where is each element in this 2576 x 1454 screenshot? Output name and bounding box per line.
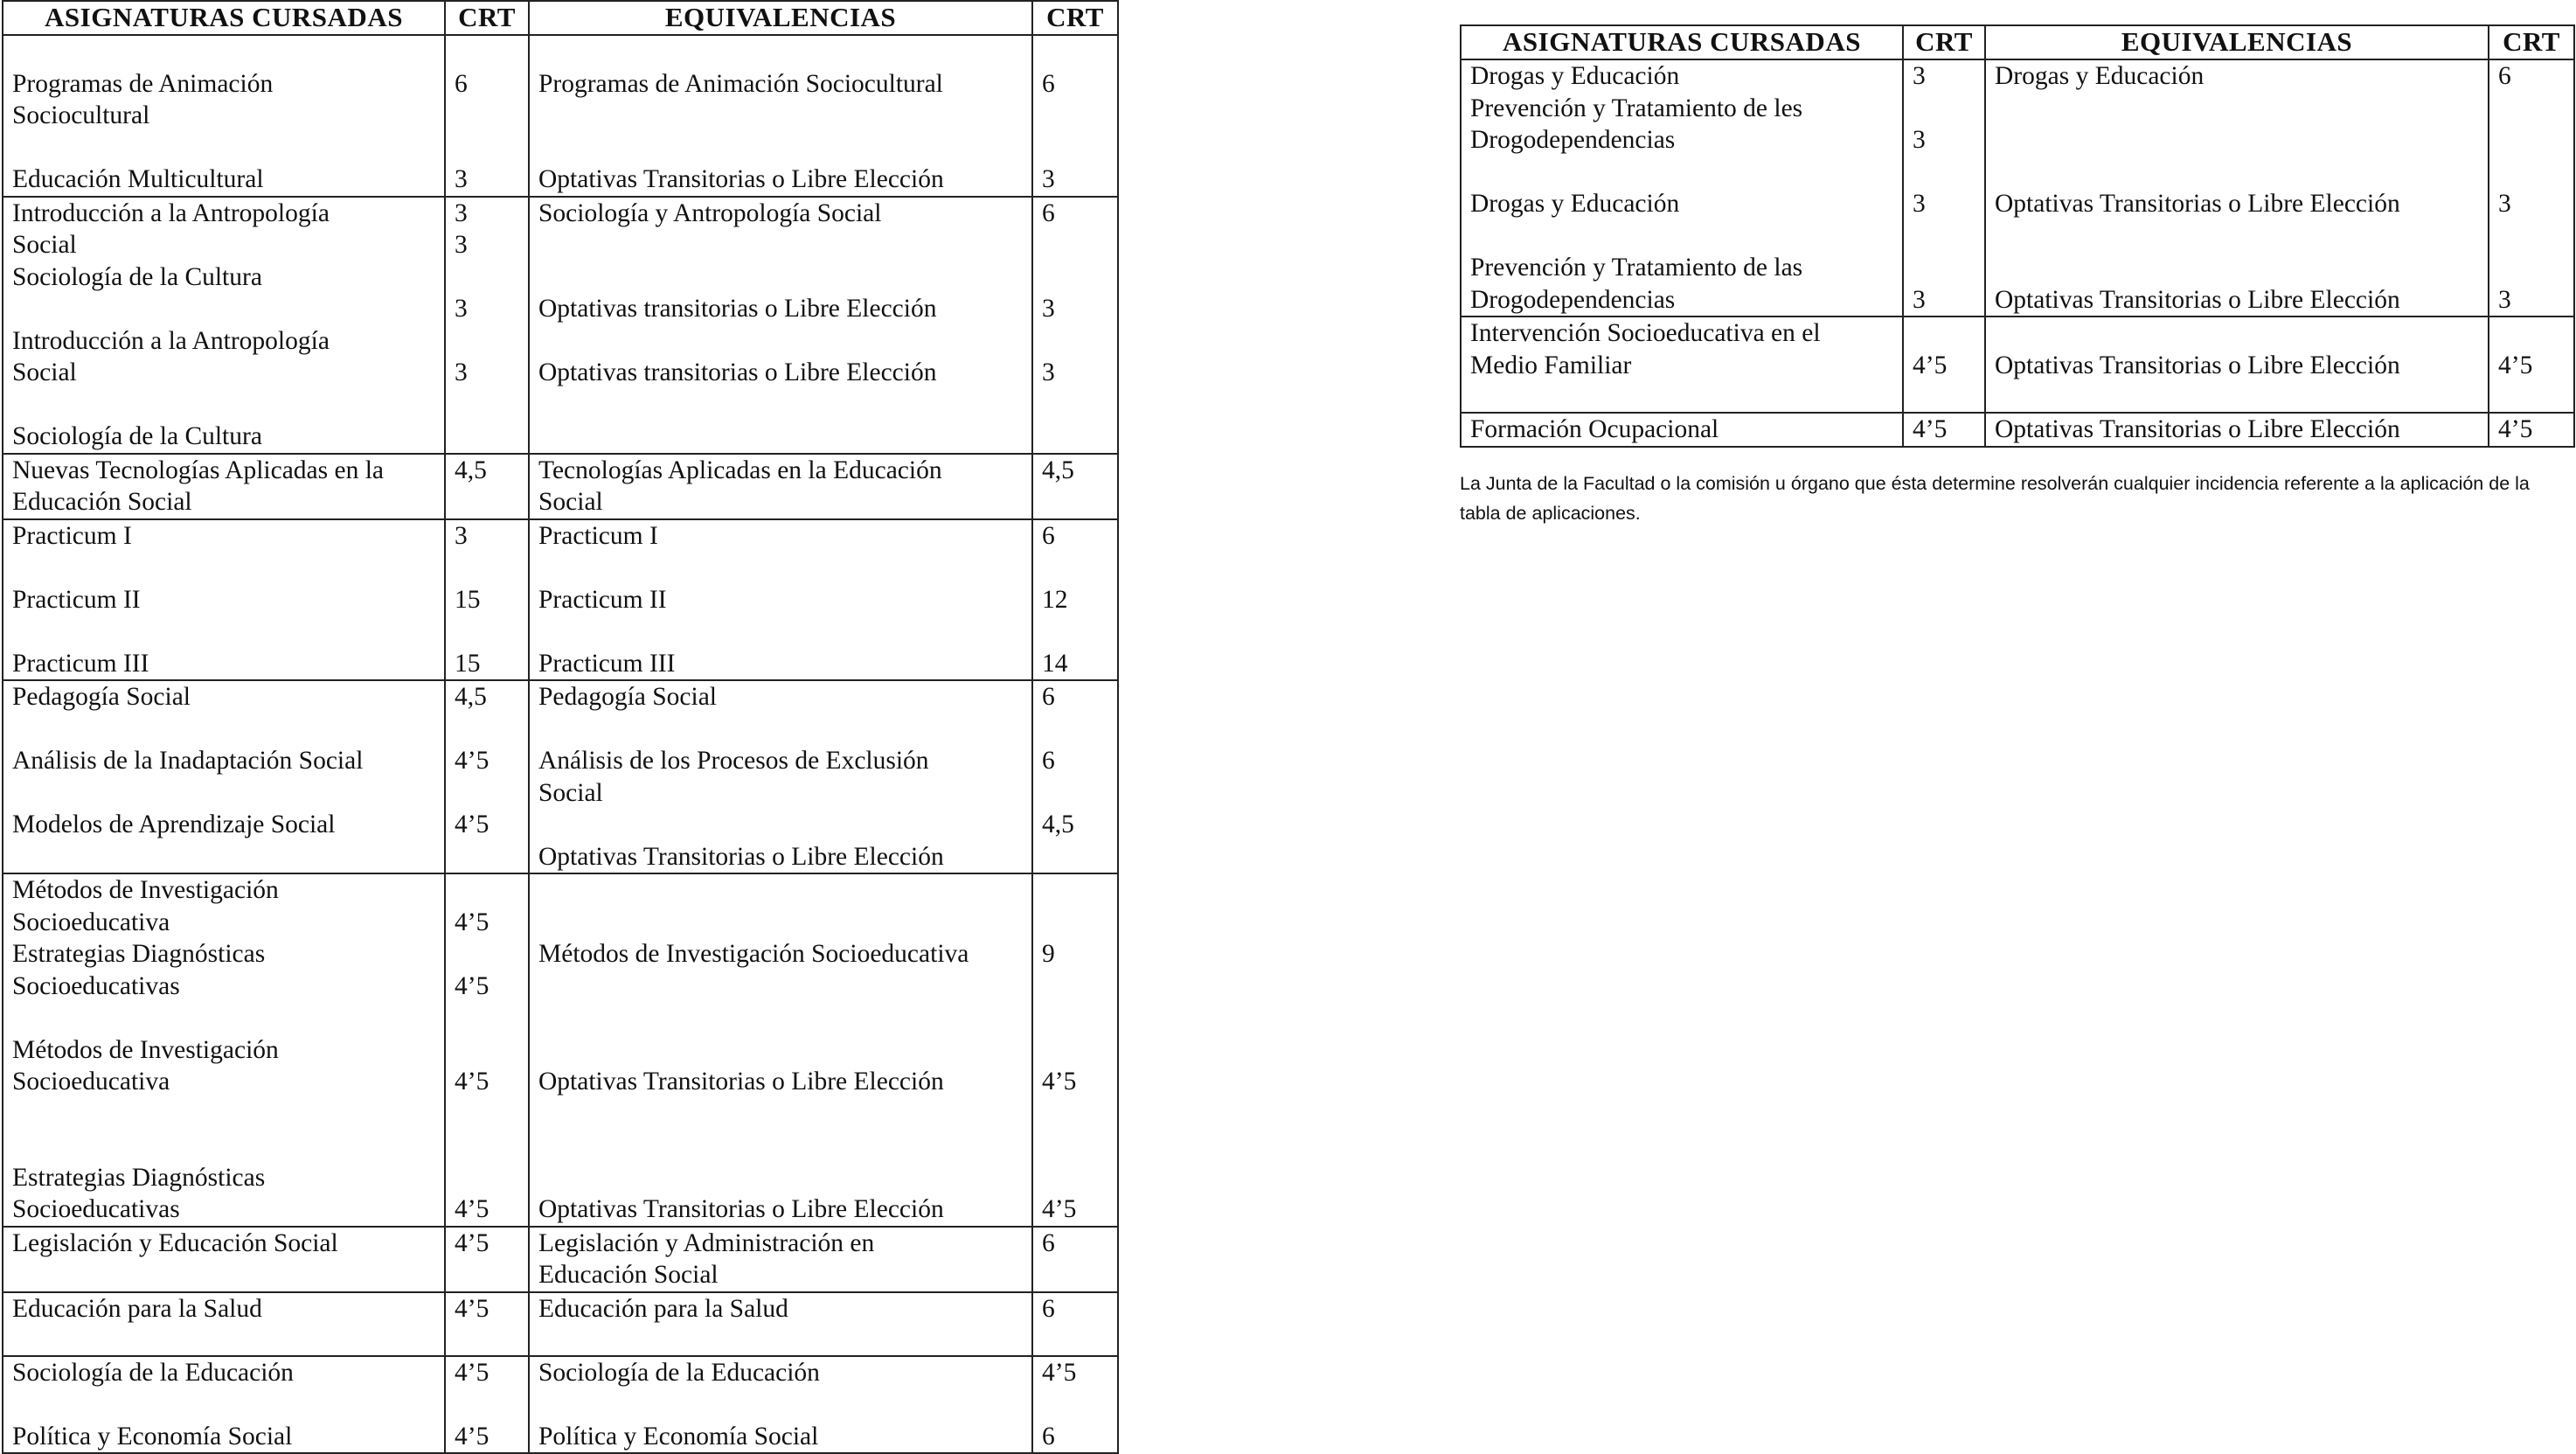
crt-cell: 4’5	[2489, 413, 2574, 447]
table-row	[3, 197, 1118, 454]
crt-cell: 6 12 14	[1032, 519, 1118, 681]
cursadas-cell: Pedagogía Social Análisis de la Inadaptación Social Modelos de Aprendizaje Social	[3, 680, 445, 873]
crt-cell: 6	[1032, 1292, 1118, 1356]
cursadas-cell: Legislación y Educación Social	[3, 1227, 445, 1292]
equivalencias-cell: Métodos de Investigación Socioeducativa Optativas Transitorias o Libre Elección Optativas Transitorias o Libre Elección	[529, 873, 1032, 1227]
table-row	[3, 680, 1118, 873]
crt-cell: 4’5	[1903, 317, 1985, 413]
crt-cell: 3 3 3 3	[1903, 59, 1985, 317]
crt-cell: 4’5 4’5 4’5 4’5	[445, 873, 529, 1227]
crt-cell: 9 4’5 4’5	[1032, 873, 1118, 1227]
cursadas-cell: Métodos de Investigación Socioeducativa Estrategias Diagnósticas Socioeducativas Métodos de Investigación Socioeducativa Estrategias Diagnósticas Socioeducativas	[3, 873, 445, 1227]
cursadas-cell: Introducción a la Antropología Social Sociología de la Cultura Introducción a la Antropología Social Sociología de la Cultura	[3, 197, 445, 454]
crt-cell: 4,5	[445, 454, 529, 519]
crt-cell: 4’5 4’5	[445, 1356, 529, 1454]
equivalencias-cell: Sociología de la Educación Política y Economía Social	[529, 1356, 1032, 1454]
table-row	[1461, 59, 2574, 317]
left-equivalence-table	[2, 0, 1119, 1454]
crt-cell: 3 15 15	[445, 519, 529, 681]
table-row	[3, 35, 1118, 197]
cursadas-cell: Programas de Animación Sociocultural Educación Multicultural	[3, 35, 445, 197]
equivalencias-cell: Pedagogía Social Análisis de los Procesos de Exclusión Social Optativas Transitorias o Libre Elección	[529, 680, 1032, 873]
table-row	[3, 1292, 1118, 1356]
table-row	[3, 1227, 1118, 1292]
crt-cell: 4’5	[1903, 413, 1985, 447]
equivalencias-cell: Sociología y Antropología Social Optativas transitorias o Libre Elección Optativas transitorias o Libre Elección	[529, 197, 1032, 454]
faculty-note: La Junta de la Facultad o la comisión u órgano que ésta determine resolverán cualquier incidencia referente a la aplicación de la tabla de aplicaciones.	[1460, 473, 2530, 524]
cursadas-cell: Educación para la Salud	[3, 1292, 445, 1356]
header-crt: CRT	[2489, 25, 2574, 59]
crt-cell: 4’5	[445, 1227, 529, 1292]
equivalencias-cell: Educación para la Salud	[529, 1292, 1032, 1356]
equivalencias-cell: Programas de Animación Sociocultural Optativas Transitorias o Libre Elección	[529, 35, 1032, 197]
header-asignaturas: ASIGNATURAS CURSADAS	[1461, 25, 1903, 59]
table-row	[3, 1356, 1118, 1454]
header-row	[1461, 25, 2574, 59]
crt-cell: 4’5	[2489, 317, 2574, 413]
crt-cell: 3 3 3 3	[445, 197, 529, 454]
equivalencias-cell: Optativas Transitorias o Libre Elección	[1985, 413, 2489, 447]
cursadas-cell: Sociología de la Educación Política y Economía Social	[3, 1356, 445, 1454]
crt-cell: 4,5	[1032, 454, 1118, 519]
equivalencias-cell: Tecnologías Aplicadas en la Educación Social	[529, 454, 1032, 519]
cursadas-cell: Practicum I Practicum II Practicum III	[3, 519, 445, 681]
table-row	[1461, 317, 2574, 413]
crt-cell: 4’5	[445, 1292, 529, 1356]
header-equivalencias: EQUIVALENCIAS	[529, 1, 1032, 35]
crt-cell: 6 3	[1032, 35, 1118, 197]
crt-cell: 6 3	[445, 35, 529, 197]
equivalencias-cell: Practicum I Practicum II Practicum III	[529, 519, 1032, 681]
crt-cell: 6 6 4,5	[1032, 680, 1118, 873]
equivalencias-cell: Optativas Transitorias o Libre Elección	[1985, 317, 2489, 413]
header-asignaturas: ASIGNATURAS CURSADAS	[3, 1, 445, 35]
table-row	[1461, 413, 2574, 447]
crt-cell: 4’5 6	[1032, 1356, 1118, 1454]
equivalencias-cell: Drogas y Educación Optativas Transitorias o Libre Elección Optativas Transitorias o Libre Elección	[1985, 59, 2489, 317]
cursadas-cell: Drogas y Educación Prevención y Tratamiento de les Drogodependencias Drogas y Educación Prevención y Tratamiento de las Drogodependencias	[1461, 59, 1903, 317]
right-equivalence-table	[1460, 24, 2575, 448]
cursadas-cell: Formación Ocupacional	[1461, 413, 1903, 447]
header-crt: CRT	[445, 1, 529, 35]
table-row	[3, 519, 1118, 681]
equivalencias-cell: Legislación y Administración en Educación Social	[529, 1227, 1032, 1292]
crt-cell: 6 3 3	[1032, 197, 1118, 454]
crt-cell: 4,5 4’5 4’5	[445, 680, 529, 873]
header-crt: CRT	[1903, 25, 1985, 59]
cursadas-cell: Intervención Socioeducativa en el Medio Familiar	[1461, 317, 1903, 413]
header-row	[3, 1, 1118, 35]
header-crt: CRT	[1032, 1, 1118, 35]
crt-cell: 6 3 3	[2489, 59, 2574, 317]
cursadas-cell: Nuevas Tecnologías Aplicadas en la Educación Social	[3, 454, 445, 519]
header-equivalencias: EQUIVALENCIAS	[1985, 25, 2489, 59]
table-row	[3, 873, 1118, 1227]
crt-cell: 6	[1032, 1227, 1118, 1292]
table-row	[3, 454, 1118, 519]
